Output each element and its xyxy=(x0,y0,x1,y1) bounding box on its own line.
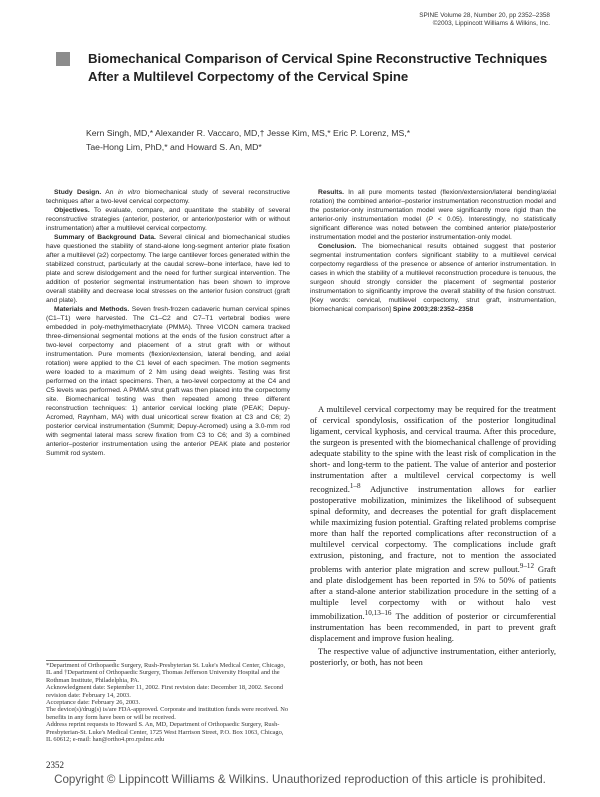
abstract-right-column xyxy=(310,188,556,314)
reference-1-8: 1–8 xyxy=(349,482,361,490)
results-p-symbol: P xyxy=(428,216,433,223)
results-label: Results. xyxy=(318,189,345,196)
author-line-1: Kern Singh, MD,* Alexander R. Vaccaro, MD,† Jesse Kim, MS,* Eric P. Lorenz, MS,* xyxy=(86,128,411,138)
abstract-study-design xyxy=(46,188,290,206)
page-number: 2352 xyxy=(46,760,64,770)
methods-label: Materials and Methods. xyxy=(54,306,130,313)
body-p1-part-a: A multilevel cervical corpectomy may be required for the treatment of cervical spondylosis, ossification of the posterior longitudinal ligament, cervical kyphosis, and cervical trauma. After this procedure, the surgeon is presented with the biomechanical challenge of providing adequate stability to the spine with the least risk of complication in the short- and long-term to the patient. The value of anterior and posterior instrumentation after a multilevel cervical corpectomy is well recognized. xyxy=(310,404,556,494)
abstract-left-column xyxy=(46,188,290,458)
study-design-in-vitro: in vitro xyxy=(117,189,141,196)
footnote-divider xyxy=(46,660,116,661)
objectives-label: Objectives. xyxy=(54,207,90,214)
footnotes xyxy=(46,662,290,743)
abstract-objectives xyxy=(46,206,290,233)
background-label: Summary of Background Data. xyxy=(54,234,156,241)
footnote-address: Address reprint requests to Howard S. An, MD, Department of Orthopaedic Surgery, Rush-Presbyterian-St. Luke's Medical Center, 1725 West Harrison Street, P.O. Box 1063, Chicago, IL 60612; e-mail: han@ortho4.pro.rpslmc.edu xyxy=(46,721,284,744)
journal-header-line2: ©2003, Lippincott Williams & Wilkins, Inc. xyxy=(432,19,550,27)
title-marker-square xyxy=(56,52,70,66)
journal-header-line1: SPINE Volume 28, Number 20, pp 2352–2358 xyxy=(419,12,550,19)
body-p1-part-b: Adjunctive instrumentation allows for earlier postoperative mobilization, minimizes the likelihood of subsequent spinal deformity, and decreases the potential for graft displacement while maximizing fusion potential. Grafting related problems comprise more than half the reported complications after reconstruction of a multilevel cervical corpectomy. The complications include graft extrusion, pistoning, and fracture, not to mention the associated problems with anterior plate migration and screw pullout. xyxy=(310,483,556,574)
copyright-notice: Copyright © Lippincott Williams & Wilkins. Unauthorized reproduction of this article is prohibited. xyxy=(54,773,546,786)
body-p1-part-c: Graft and plate dislodgement has been reported in 5% to 50% of patients after a stand-alone anterior stabilization procedure in the setting of a multiple level corpectomy with or without halo vest immobilization. xyxy=(310,563,556,621)
footnote-fda: The device(s)/drug(s) is/are FDA-approved. Corporate and institution funds were received. No benefits in any form have been or will be received. xyxy=(46,706,289,721)
results-text-pre: In all pure moments tested (flexion/extension/lateral bending/axial rotation) the combined anterior–posterior instrumentation reconstruction model and the posterior-only instrumentation model were significantly more rigid than the anterior-only instrumentation model ( xyxy=(310,189,556,223)
journal-header xyxy=(250,12,550,27)
reference-9-12: 9–12 xyxy=(519,561,535,570)
abstract-results xyxy=(310,188,556,242)
background-text: Several clinical and biomechanical studies have questioned the stability of stand-alone long-segment anterior plate fixation after a multilevel (≥2) corpectomy. The large cantilever forces generated within the stabilized construct, particularly at the caudal screw–bone interface, have led to plate and screw dislodgement and the need for further surgical intervention. The addition of posterior segmental instrumentation has been shown to improve overall stability and decrease local stresses on the anterior fusion construct (graft and plate). xyxy=(46,234,290,304)
body-p1-part-d: The addition of posterior or circumferential instrumentation has been recommended, in part to prevent graft displacement and improve fusion healing. xyxy=(310,610,556,643)
study-design-label: Study Design. xyxy=(54,189,102,196)
study-design-prefix: An xyxy=(105,189,114,196)
body-text xyxy=(310,404,556,668)
keywords: [Key words: cervical, multilevel corpectomy, strut graft, instrumentation, biomechanical comparison] xyxy=(310,297,556,313)
body-paragraph-2: The respective value of adjunctive instrumentation, either anteriorly, posteriorly, or both, has not been xyxy=(310,645,556,667)
reference-10-13-16: 10,13–16 xyxy=(364,608,392,617)
abstract-background xyxy=(46,233,290,305)
footnote-acceptance: Acceptance date: February 26, 2003. xyxy=(46,699,141,707)
results-text-post: < 0.05). Interestingly, no statistically significant difference was noted between the combined anterior plate/posterior instrumentation model and the posterior instrumentation-only model. xyxy=(310,216,556,241)
author-list xyxy=(86,126,546,154)
footnote-affiliation: *Department of Orthopaedic Surgery, Rush-Presbyterian St. Luke's Medical Center, Chicago, IL and †Department of Orthopaedic Surgery, Thomas Jefferson University Hospital and the Rothman Institute, Philadelphia, PA. xyxy=(46,662,286,684)
abstract-conclusion xyxy=(310,242,556,314)
study-design-text: biomechanical study of several reconstructive techniques after a two-level cervical corpectomy. xyxy=(46,189,291,205)
conclusion-text: The biomechanical results obtained suggest that posterior segmental instrumentation confers significant stability to a multilevel cervical corpectomy regardless of the presence or absence of anterior instrumentation. In cases in which the stability of a multilevel reconstruction procedure is tenuous, the surgeon should strongly consider the placement of segmental posterior instrumentation to significantly improve the overall stability of the fusion construct. xyxy=(310,243,556,295)
objectives-text: To evaluate, compare, and quantitate the stability of several reconstructive strategies (anterior, posterior, or anterior/posterior with or without instrumentation) after a multilevel cervical corpectomy. xyxy=(46,207,290,232)
conclusion-label: Conclusion. xyxy=(318,243,357,250)
citation: Spine 2003;28:2352–2358 xyxy=(392,306,474,313)
methods-text: Seven fresh-frozen cadaveric human cervical spines (C1–T1) were harvested. The C1–C2 and C7–T1 vertebral bodies were embedded in poly-methylmethacrylate (PMMA). Three VICON camera tracked three-dimensional segmental motions at the ends of the fusion construct after a two-level corpectomy and placement of a strut graft with or without instrumentation. Pure moments (flexion/extension, lateral bending, and axial rotation) were applied to the C1 level of each specimen. The motion segments were loaded to a maximum of 2 Nm using dead weights. Testing was first performed on the intact specimens. Then, a two-level corpectomy at the C4 and C5 levels was performed. A PMMA strut graft was then placed into the corpectomy site. Biomechanical testing was then repeated among three different reconstruction techniques: 1) anterior cervical locking plate (PEAK; Depuy-Acromed, Raynham, MA) with dual unicortical screw fixation at C3 and C6; 2) posterior cervical instrumentation (Summit; Depuy-Acromed) using a 3.0-mm rod with segmental lateral mass screw fixation from C3 to C6; and 3) a combined anterior–posterior instrumentation using the anterior PEAK plate and posterior Summit rod system. xyxy=(46,306,290,457)
body-paragraph-1 xyxy=(310,404,556,644)
article-title: Biomechanical Comparison of Cervical Spine Reconstructive Techniques After a Multilevel Corpectomy of the Cervical Spine xyxy=(88,51,548,84)
author-line-2: Tae-Hong Lim, PhD,* and Howard S. An, MD* xyxy=(86,142,262,152)
footnote-dates: Acknowledgment date: September 11, 2002. First revision date: December 18, 2002. Second revision date: February 14, 2003. xyxy=(46,684,284,699)
abstract-methods xyxy=(46,305,290,458)
